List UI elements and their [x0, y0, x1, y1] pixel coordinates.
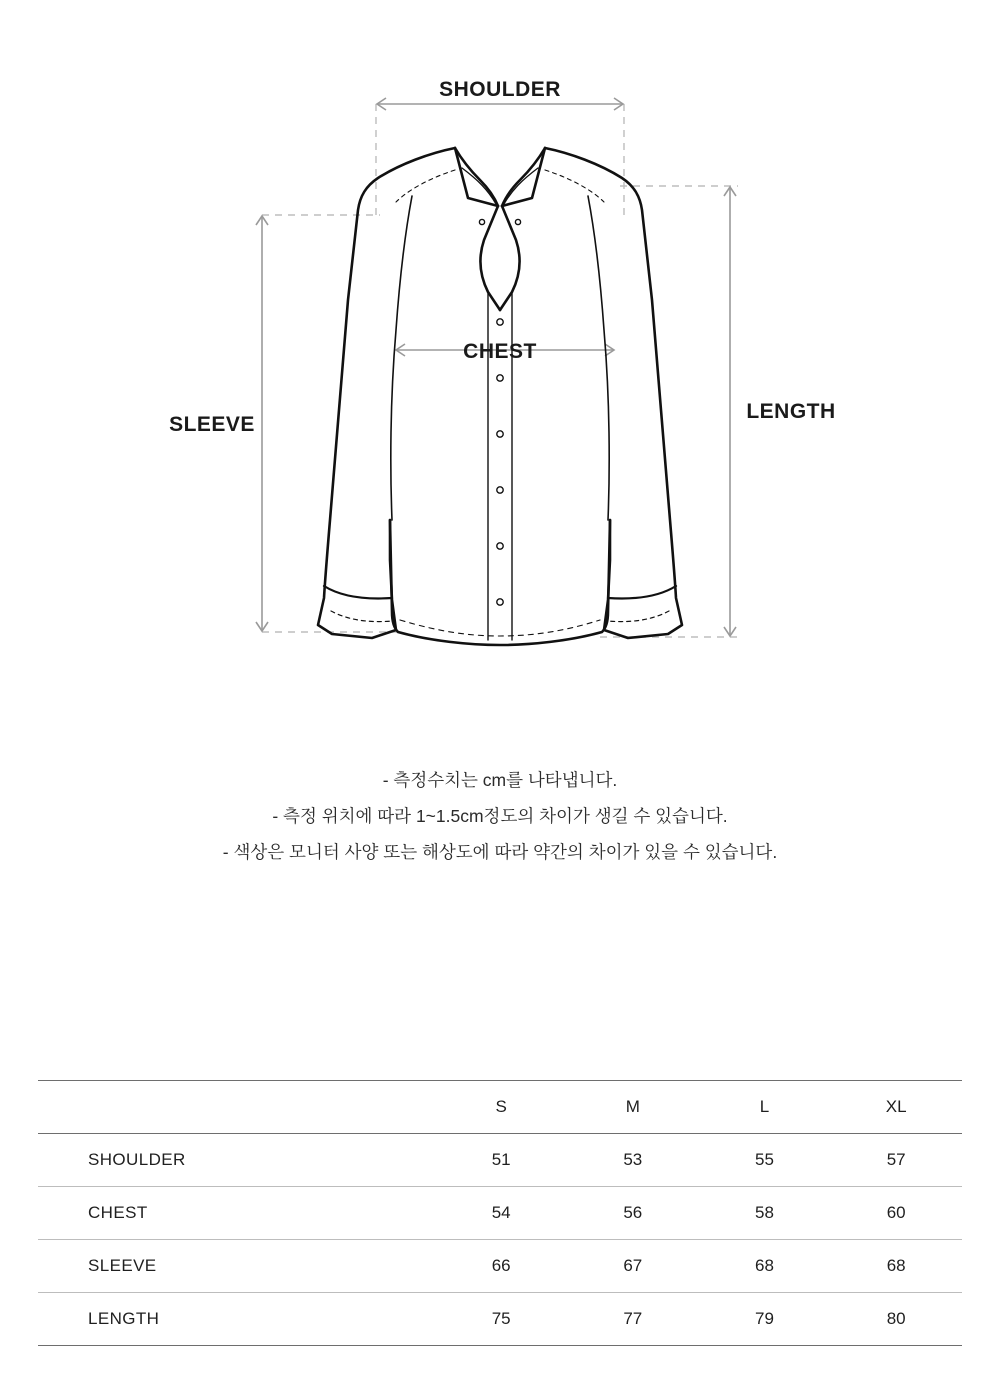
- header-size-s: S: [495, 1097, 507, 1116]
- label-length: LENGTH: [746, 400, 836, 423]
- cell-shoulder-l: 55: [755, 1150, 774, 1169]
- cell-length-m: 77: [623, 1309, 643, 1328]
- table-row: [38, 1134, 962, 1187]
- row-metric-length: LENGTH: [88, 1309, 160, 1328]
- cell-sleeve-l: 68: [755, 1256, 774, 1275]
- cell-chest-l: 58: [755, 1203, 774, 1222]
- note-line: - 측정 위치에 따라 1~1.5cm정도의 차이가 생길 수 있습니다.: [272, 806, 728, 826]
- shirt-buttons: [479, 219, 520, 605]
- table-row: [38, 1187, 962, 1240]
- header-metric: [38, 1081, 435, 1134]
- cell-length-s: 75: [491, 1309, 511, 1328]
- cell-shoulder-xl: 57: [886, 1150, 906, 1169]
- header-size-xl: XL: [885, 1097, 907, 1116]
- cell-shoulder-m: 53: [623, 1150, 643, 1169]
- table-row: [38, 1240, 962, 1293]
- table-header-row: [38, 1081, 962, 1134]
- shirt-outline: [318, 148, 682, 645]
- cell-chest-xl: 60: [886, 1203, 906, 1222]
- label-sleeve: SLEEVE: [169, 413, 255, 436]
- note-line: - 색상은 모니터 사양 또는 해상도에 따라 약간의 차이가 있을 수 있습니다.: [222, 842, 778, 862]
- table-row: [38, 1293, 962, 1346]
- header-size-m: M: [625, 1097, 640, 1116]
- header-size-l: L: [759, 1097, 770, 1116]
- row-metric-chest: CHEST: [88, 1203, 148, 1222]
- note-line: - 측정수치는 cm를 나타냅니다.: [382, 770, 618, 790]
- label-chest: CHEST: [463, 340, 537, 363]
- cell-sleeve-m: 67: [623, 1256, 643, 1275]
- cell-chest-s: 54: [491, 1203, 511, 1222]
- label-shoulder: SHOULDER: [439, 78, 561, 101]
- cell-chest-m: 56: [623, 1203, 643, 1222]
- size-table: [38, 1080, 962, 1346]
- measurement-notes: [0, 762, 1000, 870]
- size-table-container: [38, 1080, 962, 1346]
- cell-sleeve-xl: 68: [886, 1256, 906, 1275]
- cell-sleeve-s: 66: [491, 1256, 511, 1275]
- cell-length-l: 79: [755, 1309, 774, 1328]
- guide-lines: [262, 104, 738, 637]
- cell-length-xl: 80: [886, 1309, 906, 1328]
- row-metric-shoulder: SHOULDER: [88, 1150, 186, 1169]
- cell-shoulder-s: 51: [491, 1150, 511, 1169]
- row-metric-sleeve: SLEEVE: [88, 1256, 157, 1275]
